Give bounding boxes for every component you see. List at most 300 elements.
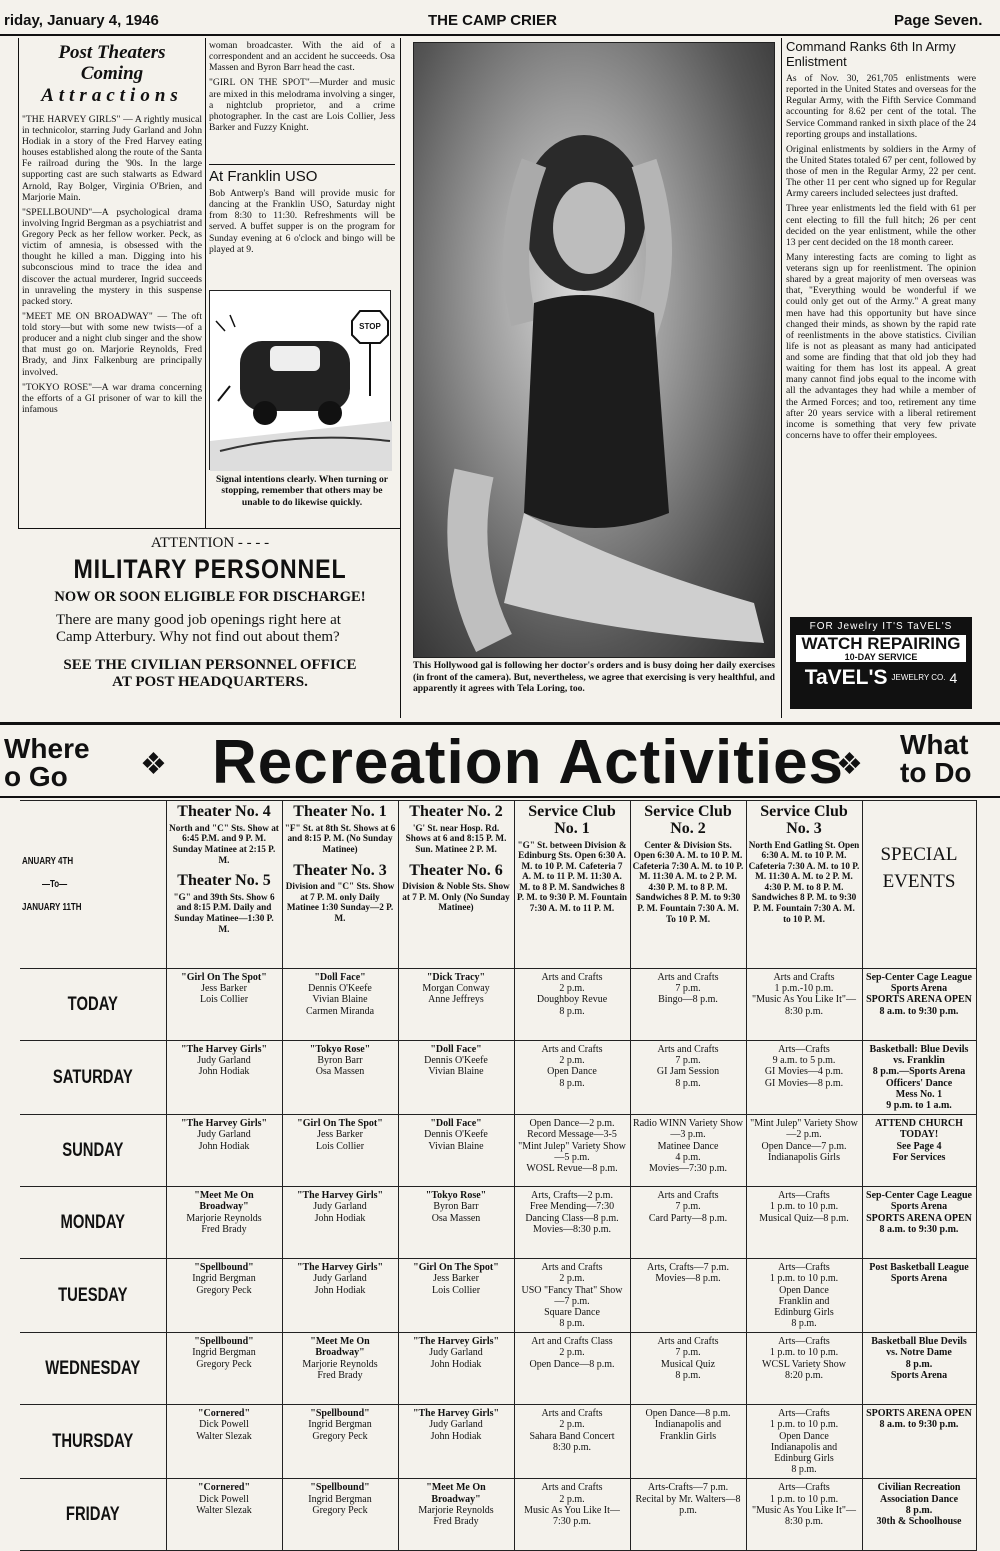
cell-line: Arts and Crafts bbox=[657, 972, 719, 983]
schedule-cell bbox=[514, 1333, 630, 1405]
cell-line: 8 a.m. to 9:30 p.m. bbox=[879, 1005, 959, 1017]
schedule-cell bbox=[862, 1115, 976, 1187]
cell-line: Arts and Crafts bbox=[541, 1482, 603, 1494]
schedule-cell bbox=[166, 969, 282, 1041]
cell-line: Square Dance bbox=[544, 1306, 600, 1318]
schedule-cell bbox=[514, 1115, 630, 1187]
diamond-ornament-left: ❖ bbox=[140, 748, 167, 781]
cell-line: Doughboy Revue bbox=[536, 994, 608, 1006]
stop-sign-text: STOP bbox=[359, 322, 381, 331]
schedule-cell bbox=[166, 1041, 282, 1115]
cell-line: 1 p.m. to 10 p.m. bbox=[769, 1493, 839, 1505]
cell-line: Sports Arena bbox=[890, 1273, 948, 1285]
cell-line: Free Mending—7:30 bbox=[529, 1201, 615, 1213]
date-range-line: JANUARY 11TH bbox=[22, 902, 82, 914]
column-two-body: woman broadcaster. With the aid of a correspondent and an accident he succeeds. Osa Massen and Byron Barr head the cast. "GIRL ON THE SPOT"—Murder and music are mixed in this melodrama involving a singer, a nightclub proprietor, and a crime photographer. In the cast are Lois Collier, Jess Barker and Fuzzy Knight. bbox=[209, 40, 395, 133]
schedule-cell bbox=[166, 1187, 282, 1259]
newspaper-title: THE CAMP CRIER bbox=[428, 12, 557, 29]
venue-hours: Division and "C" Sts. Show at 7 P. M. only Daily Matinee 1:30 Sunday—2 P. M. bbox=[285, 881, 395, 924]
schedule-cell bbox=[282, 1259, 398, 1333]
schedule-cell bbox=[746, 1187, 862, 1259]
cell-line: Arts and Crafts bbox=[657, 1336, 719, 1348]
schedule-cell bbox=[398, 1041, 514, 1115]
diamond-ornament-right: ❖ bbox=[836, 748, 863, 781]
cell-line: "Music As You Like It"—8:30 p.m. bbox=[751, 994, 856, 1017]
schedule-cell bbox=[862, 1405, 976, 1479]
day-label: TODAY bbox=[36, 969, 150, 1041]
cell-line: 8 p.m.—Sports Arena bbox=[872, 1066, 966, 1078]
cell-line: Indianapolis Girls bbox=[768, 1151, 840, 1163]
cell-line: 1 p.m. to 10 p.m. bbox=[769, 1419, 839, 1431]
day-label: THURSDAY bbox=[36, 1405, 150, 1479]
army-headline: Command Ranks 6th In Army Enlistment bbox=[786, 39, 956, 69]
schedule-cell bbox=[166, 1259, 282, 1333]
cell-line: Lois Collier bbox=[315, 1140, 365, 1152]
cell-line: Post Basketball League bbox=[869, 1262, 969, 1274]
schedule-cell bbox=[398, 969, 514, 1041]
venue-title: Service Club No. 3 bbox=[760, 803, 848, 837]
schedule-cell bbox=[746, 969, 862, 1041]
venue-hours: "G" St. between Division & Edinburg Sts. Open 6:30 A. M. to 10 P. M. Cafeteria 7 A. M. to 11 P. M. 11:30 A. M. to 8 P. M. Sandwiches 8 P. M. to 9:30 P. M. Fountain 7:30 A. M. to 11 P. M. bbox=[516, 839, 628, 914]
schedule-cell bbox=[398, 1187, 514, 1259]
cell-line: Sports Arena bbox=[890, 983, 948, 995]
cell-line: Vivian Blaine bbox=[428, 1066, 484, 1078]
cell-line: SPORTS ARENA OPEN bbox=[866, 994, 972, 1006]
cell-line: Arts—Crafts bbox=[778, 1262, 830, 1274]
cell-line: "The Harvey Girls" bbox=[412, 1408, 500, 1420]
cell-line: Lois Collier bbox=[199, 994, 249, 1006]
cell-line: "Spellbound" bbox=[194, 1336, 254, 1348]
cell-line: Osa Massen bbox=[315, 1066, 365, 1078]
cell-line: "The Harvey Girls" bbox=[180, 1118, 268, 1130]
day-label: TUESDAY bbox=[36, 1259, 150, 1333]
cell-line: GI Movies—4 p.m. bbox=[764, 1066, 844, 1078]
cell-line: Mess No. 1 bbox=[895, 1088, 943, 1100]
schedule-cell bbox=[166, 1115, 282, 1187]
schedule-cell bbox=[862, 1333, 976, 1405]
schedule-row-monday bbox=[20, 1187, 976, 1259]
tavels-logo: TaVEL'S JEWELRY CO. 4 bbox=[804, 666, 958, 690]
cell-line: "Doll Face" bbox=[314, 972, 366, 983]
cell-line: SPORTS ARENA OPEN bbox=[866, 1408, 972, 1420]
cell-line: Franklin Girls bbox=[659, 1430, 717, 1442]
cell-line: GI Movies—8 p.m. bbox=[764, 1077, 844, 1089]
venue-header-1 bbox=[166, 801, 282, 969]
cell-line: 8 p.m. bbox=[905, 1504, 933, 1516]
schedule-cell bbox=[514, 1041, 630, 1115]
cell-line: 8 p.m. bbox=[791, 1318, 817, 1330]
schedule-cell bbox=[282, 1333, 398, 1405]
date-range-cell bbox=[20, 801, 166, 969]
cell-line: John Hodiak bbox=[430, 1358, 482, 1370]
cell-line: Anne Jeffreys bbox=[428, 994, 484, 1006]
photo-caption: This Hollywood gal is following her doctor's orders and is busy doing her daily exercises (in front of the camera). But, nevertheless, we agree that exercising is very healthful, and apparently it agrees with Tela Loring, too. bbox=[413, 660, 775, 694]
venue-title: Theater No. 1 bbox=[293, 803, 387, 820]
cell-line: "Girl On The Spot" bbox=[413, 1262, 499, 1274]
cell-line: 4 p.m. bbox=[675, 1151, 701, 1163]
venue-hours: "G" and 39th Sts. Show 6 and 8:15 P.M. Daily and Sunday Matinee—1:30 P. M. bbox=[173, 891, 275, 934]
cell-line: 7 p.m. bbox=[675, 1055, 701, 1067]
venue-hours: "F" St. at 8th St. Shows at 6 and 8:15 P. M. (No Sunday Matinee) bbox=[284, 822, 396, 854]
cell-line: Bingo—8 p.m. bbox=[658, 994, 718, 1006]
post-theaters-headline: Post Theaters Coming Attractions bbox=[41, 42, 183, 106]
cell-line: Gregory Peck bbox=[312, 1504, 368, 1516]
cell-line: Arts—Crafts bbox=[778, 1408, 830, 1420]
schedule-cell bbox=[282, 969, 398, 1041]
cell-line: Marjorie Reynolds bbox=[302, 1358, 378, 1370]
cell-line: 8 p.m. bbox=[559, 1077, 585, 1089]
schedule-cell bbox=[862, 969, 976, 1041]
cell-line: Officers' Dance bbox=[885, 1077, 953, 1089]
cell-line: See Page 4 bbox=[896, 1140, 942, 1152]
schedule-cell bbox=[746, 1041, 862, 1115]
schedule-cell bbox=[282, 1405, 398, 1479]
cell-line: "The Harvey Girls" bbox=[296, 1190, 384, 1202]
cell-line: Basketball Blue Devils vs. Notre Dame bbox=[871, 1336, 967, 1359]
schedule-cell bbox=[746, 1259, 862, 1333]
cell-line: Fred Brady bbox=[317, 1369, 363, 1381]
schedule-cell bbox=[746, 1333, 862, 1405]
day-label: FRIDAY bbox=[36, 1479, 150, 1551]
cell-line: Record Message—3-5 bbox=[527, 1129, 617, 1141]
cell-line: Judy Garland bbox=[197, 1129, 251, 1141]
date-range-line: ANUARY 4TH bbox=[22, 855, 74, 867]
cell-line: "The Harvey Girls" bbox=[296, 1262, 384, 1274]
date-range-line: —To— bbox=[42, 878, 68, 890]
schedule-cell bbox=[398, 1259, 514, 1333]
cell-line: "Cornered" bbox=[197, 1408, 251, 1420]
day-label: WEDNESDAY bbox=[36, 1333, 150, 1405]
cell-line: John Hodiak bbox=[314, 1284, 366, 1296]
cell-line: Edinburg Girls bbox=[774, 1453, 834, 1464]
cell-line: John Hodiak bbox=[430, 1430, 482, 1442]
post-theaters-body: "THE HARVEY GIRLS" — A rightly musical in technicolor, starring Judy Garland and John Hodiak in a story of the Fred Harvey eating houses established along the route of the Santa Fe railroad during the '90s. In the large supporting cast are such stalwarts as Edward Arnold, Ray Bolger, Virginia O'Brien, and Marjorie Main. "SPELLBOUND"—A psychological drama involving Ingrid Bergman as a psychiatrist and Gregory Peck as her fellow worker. Peck, as victim of amnesia, is obsessed with the thought he killed a man. Digging into his subconscious mind to trace the idea and discover the actual murderer, Ingrid succeeds in unraveling the mystery in this suspense packed story. "MEET ME ON BROADWAY" — The oft told story—but with some new twists—of a producer and a night club singer and the show that must go on. Marjorie Reynolds, Fred Brady, and Jinx Falkenburg are principally involved. "TOKYO ROSE"—A war drama concerning the efforts of a GI prisoner of war to kill the infamous bbox=[22, 113, 202, 415]
cell-line: "The Harvey Girls" bbox=[412, 1336, 500, 1348]
cell-line: Sports Arena bbox=[890, 1369, 948, 1381]
cell-line: Byron Barr bbox=[317, 1055, 363, 1067]
cell-line: "Spellbound" bbox=[194, 1262, 254, 1274]
pinup-photo bbox=[413, 42, 775, 658]
eligibility-line: NOW OR SOON ELIGIBLE FOR DISCHARGE! bbox=[54, 589, 366, 605]
schedule-cell bbox=[166, 1333, 282, 1405]
cell-line: "Mint Julep" Variety Show—2 p.m. bbox=[750, 1118, 858, 1141]
cell-line: 9 a.m. to 5 p.m. bbox=[772, 1055, 836, 1067]
cell-line: 2 p.m. bbox=[559, 1493, 585, 1505]
cartoon-drawing bbox=[210, 291, 392, 471]
schedule-row-wednesday bbox=[20, 1333, 976, 1405]
cell-line: "The Harvey Girls" bbox=[180, 1044, 268, 1055]
cell-line: Open Dance bbox=[779, 1284, 829, 1296]
day-label: SATURDAY bbox=[36, 1041, 150, 1115]
tavels-ad bbox=[790, 617, 972, 709]
cell-line: 2 p.m. bbox=[559, 1055, 585, 1067]
schedule-cell bbox=[282, 1479, 398, 1551]
schedule-cell bbox=[166, 1405, 282, 1479]
cell-line: "Spellbound" bbox=[310, 1482, 370, 1494]
cell-line: Dennis O'Keefe bbox=[424, 1055, 488, 1067]
cell-line: Jess Barker bbox=[433, 1273, 479, 1285]
cell-line: "Dick Tracy" bbox=[426, 972, 486, 983]
cell-line: Edinburg Girls bbox=[774, 1306, 834, 1318]
cell-line: Arts and Crafts bbox=[657, 1190, 719, 1202]
cell-line: Ingrid Bergman bbox=[192, 1273, 256, 1285]
cell-line: 1 p.m. to 10 p.m. bbox=[769, 1273, 839, 1285]
cell-line: Sports Arena bbox=[890, 1201, 948, 1213]
schedule-cell bbox=[514, 1259, 630, 1333]
column-two bbox=[209, 40, 395, 508]
issue-date: riday, January 4, 1946 bbox=[4, 12, 159, 29]
cell-line: Byron Barr bbox=[433, 1201, 479, 1213]
cell-line: "Girl On The Spot" bbox=[181, 972, 267, 983]
job-openings-text: There are many good job openings right here at Camp Atterbury. Why not find out about them? bbox=[56, 612, 341, 646]
venue-hours: Division & Noble Sts. Show at 7 P. M. Only (No Sunday Matinee) bbox=[402, 881, 510, 913]
cell-line: John Hodiak bbox=[314, 1212, 366, 1224]
cell-line: Arts and Crafts bbox=[657, 1044, 719, 1055]
cell-line: Recital by Mr. Walters—8 p.m. bbox=[635, 1493, 741, 1516]
cell-line: 1 p.m.-10 p.m. bbox=[774, 983, 834, 995]
cell-line: "Cornered" bbox=[197, 1482, 251, 1494]
cell-line: USO "Fancy That" Show—7 p.m. bbox=[521, 1284, 623, 1307]
schedule-row-friday bbox=[20, 1479, 976, 1551]
cell-line: Marjorie Reynolds bbox=[418, 1504, 494, 1516]
photo-figure bbox=[414, 43, 775, 658]
cell-line: 9 p.m. to 1 a.m. bbox=[886, 1099, 952, 1111]
cell-line: "Girl On The Spot" bbox=[297, 1118, 383, 1130]
cell-line: Gregory Peck bbox=[196, 1358, 252, 1370]
cell-line: Open Dance—8 p.m. bbox=[529, 1358, 615, 1370]
army-enlistment-article bbox=[786, 40, 976, 621]
recreation-title: Recreation Activities bbox=[212, 728, 845, 797]
schedule-cell bbox=[630, 1115, 746, 1187]
masthead bbox=[0, 0, 1000, 36]
cell-line: Dennis O'Keefe bbox=[308, 983, 372, 995]
schedule-cell bbox=[166, 1479, 282, 1551]
cell-line: Sep-Center Cage League bbox=[866, 1190, 972, 1202]
cell-line: Card Party—8 p.m. bbox=[648, 1212, 728, 1224]
cell-line: Open Dance—8 p.m. bbox=[645, 1408, 731, 1420]
schedule-cell bbox=[514, 969, 630, 1041]
venue-title: Theater No. 6 bbox=[409, 861, 503, 879]
schedule-cell bbox=[514, 1479, 630, 1551]
civilian-office-line: SEE THE CIVILIAN PERSONNEL OFFICE bbox=[63, 656, 357, 673]
schedule-cell bbox=[630, 1259, 746, 1333]
cell-line: Movies—8 p.m. bbox=[655, 1273, 721, 1285]
cell-line: Open Dance bbox=[779, 1430, 829, 1442]
cell-line: Judy Garland bbox=[313, 1273, 367, 1285]
schedule-cell bbox=[282, 1187, 398, 1259]
venue-hours: 'G' St. near Hosp. Rd. Shows at 6 and 8:15 P. M. Sun. Matinee 2 P. M. bbox=[405, 822, 507, 854]
tavels-tagline: FOR Jewelry IT'S TaVEL'S bbox=[809, 621, 953, 632]
schedule-row-thursday bbox=[20, 1405, 976, 1479]
cell-line: Arts—Crafts bbox=[778, 1336, 830, 1348]
cell-line: Open Dance—2 p.m. bbox=[529, 1118, 615, 1130]
venue-header-2 bbox=[282, 801, 398, 969]
cell-line: Marjorie Reynolds bbox=[186, 1212, 262, 1224]
cell-line: Arts and Crafts bbox=[541, 972, 603, 983]
schedule-cell bbox=[746, 1479, 862, 1551]
schedule-cell bbox=[630, 1041, 746, 1115]
cell-line: Matinee Dance bbox=[657, 1140, 719, 1152]
cell-line: Art and Crafts Class bbox=[531, 1336, 613, 1348]
cell-line: Open Dance bbox=[547, 1066, 597, 1078]
schedule-cell bbox=[282, 1041, 398, 1115]
cell-line: Franklin and bbox=[778, 1295, 830, 1307]
cell-line: Judy Garland bbox=[429, 1419, 483, 1431]
cell-line: Carmen Miranda bbox=[305, 1005, 375, 1017]
schedule-cell bbox=[630, 1405, 746, 1479]
where-to-go: Where o Go bbox=[4, 733, 90, 792]
cell-line: Fred Brady bbox=[433, 1515, 479, 1527]
cell-line: "Mint Julep" Variety Show—5 p.m. bbox=[518, 1140, 626, 1163]
schedule-cell bbox=[862, 1041, 976, 1115]
schedule-cell bbox=[746, 1115, 862, 1187]
cell-line: Movies—7:30 p.m. bbox=[648, 1162, 728, 1174]
venue-header-3 bbox=[398, 801, 514, 969]
cell-line: 8 a.m. to 9:30 p.m. bbox=[879, 1223, 959, 1235]
schedule-cell bbox=[630, 1479, 746, 1551]
schedule-cell bbox=[398, 1479, 514, 1551]
cell-line: Sahara Band Concert bbox=[529, 1430, 615, 1442]
schedule-cell bbox=[862, 1259, 976, 1333]
venue-title: Theater No. 4 bbox=[177, 803, 271, 820]
cell-line: 2 p.m. bbox=[559, 1273, 585, 1285]
cell-line: Movies—8:30 p.m. bbox=[532, 1223, 612, 1235]
cell-line: 8 p.m. bbox=[559, 1318, 585, 1330]
cell-line: For Services bbox=[892, 1151, 946, 1163]
cell-line: Dancing Class—8 p.m. bbox=[525, 1212, 619, 1224]
cell-line: 30th & Schoolhouse bbox=[876, 1515, 962, 1527]
cell-line: John Hodiak bbox=[198, 1066, 250, 1078]
schedule-row-saturday bbox=[20, 1041, 976, 1115]
cell-line: 8 p.m. bbox=[559, 1005, 585, 1017]
cell-line: Ingrid Bergman bbox=[308, 1493, 372, 1505]
cell-line: Arts and Crafts bbox=[541, 1262, 603, 1274]
cell-line: 1 p.m. to 10 p.m. bbox=[769, 1347, 839, 1359]
cell-line: 1 p.m. to 10 p.m. bbox=[769, 1201, 839, 1213]
cell-line: 7 p.m. bbox=[675, 983, 701, 995]
cell-line: Dennis O'Keefe bbox=[424, 1129, 488, 1141]
cell-line: Ingrid Bergman bbox=[308, 1419, 372, 1431]
cell-line: Open Dance—7 p.m. bbox=[761, 1140, 847, 1152]
venue-hours: North and "C" Sts. Show at 6:45 P.M. and 9 P. M. Sunday Matinee at 2:15 P. M. bbox=[169, 822, 279, 865]
recreation-banner bbox=[0, 722, 1000, 798]
venue-title: Theater No. 2 bbox=[409, 803, 503, 820]
cell-line: SPORTS ARENA OPEN bbox=[866, 1212, 972, 1224]
schedule-row-today bbox=[20, 969, 976, 1041]
cell-line: Music As You Like It—7:30 p.m. bbox=[524, 1504, 620, 1527]
attention-ad bbox=[20, 535, 400, 691]
cell-line: Musical Quiz bbox=[660, 1358, 716, 1370]
cell-line: "Meet Me On Broadway" bbox=[310, 1336, 370, 1359]
cartoon-caption: Signal intentions clearly. When turning or stopping, remember that others may be unable to do likewise quickly. bbox=[216, 474, 388, 508]
cell-line: Judy Garland bbox=[197, 1055, 251, 1067]
cell-line: Judy Garland bbox=[313, 1201, 367, 1213]
venue-title: SPECIAL EVENTS bbox=[880, 844, 958, 892]
cell-line: "Doll Face" bbox=[430, 1118, 482, 1130]
venue-title: Theater No. 5 bbox=[177, 872, 271, 890]
attention-line: ATTENTION - - - - bbox=[150, 535, 270, 551]
day-label: SUNDAY bbox=[36, 1115, 150, 1187]
cell-line: Sep-Center Cage League bbox=[866, 972, 972, 983]
what-to-do: What to Do bbox=[900, 729, 972, 788]
cell-line: "Tokyo Rose" bbox=[425, 1190, 487, 1202]
cell-line: Indianapolis and bbox=[654, 1419, 722, 1431]
uso-headline: At Franklin USO bbox=[209, 168, 318, 185]
cell-line: Dick Powell bbox=[199, 1419, 249, 1431]
cell-line: Arts and Crafts bbox=[541, 1408, 603, 1420]
cell-line: Musical Quiz—8 p.m. bbox=[759, 1212, 849, 1224]
cell-line: Jess Barker bbox=[201, 983, 247, 995]
cell-line: Arts—Crafts bbox=[778, 1044, 830, 1055]
cell-line: 7 p.m. bbox=[675, 1347, 701, 1359]
schedule-header-row bbox=[20, 801, 976, 969]
venue-header-6 bbox=[746, 801, 862, 969]
cell-line: Lois Collier bbox=[431, 1284, 481, 1296]
cell-line: WCSL Variety Show bbox=[762, 1358, 846, 1370]
day-label: MONDAY bbox=[36, 1187, 150, 1259]
schedule-cell bbox=[282, 1115, 398, 1187]
cell-line: Arts, Crafts—7 p.m. bbox=[647, 1262, 729, 1274]
cell-line: ATTEND CHURCH TODAY! bbox=[875, 1118, 963, 1141]
uso-body: Bob Antwerp's Band will provide music for dancing at the Franklin USO, Saturday night from 8:30 to 11:30. Refreshments will be served. A buffet supper is on the program for Sunday evening at 6 o'clock and bingo will be played at 9. bbox=[209, 188, 395, 255]
cell-line: Vivian Blaine bbox=[312, 994, 368, 1006]
venue-header-5 bbox=[630, 801, 746, 969]
cell-line: 2 p.m. bbox=[559, 983, 585, 995]
cell-line: Arts and Crafts bbox=[541, 1044, 603, 1055]
cell-line: Indianapolis and bbox=[770, 1441, 838, 1453]
cell-line: 2 p.m. bbox=[559, 1347, 585, 1359]
cell-line: Civilian Recreation Association Dance bbox=[877, 1482, 961, 1505]
cell-line: Osa Massen bbox=[431, 1212, 481, 1224]
schedule-cell bbox=[398, 1333, 514, 1405]
schedule-cell bbox=[514, 1405, 630, 1479]
cell-line: 8 p.m. bbox=[675, 1077, 701, 1089]
cell-line: 8 p.m. bbox=[905, 1358, 933, 1370]
cell-line: Gregory Peck bbox=[312, 1430, 368, 1442]
cell-line: GI Jam Session bbox=[656, 1066, 720, 1078]
venue-title: Service Club No. 2 bbox=[644, 803, 732, 837]
cell-line: Gregory Peck bbox=[196, 1284, 252, 1296]
post-theaters-article bbox=[22, 42, 202, 530]
schedule-cell bbox=[630, 1333, 746, 1405]
venue-hours: Center & Division Sts. Open 6:30 A. M. to 10 P. M. Cafeteria 7:30 A. M. to 10 P. M. 11:30 A. M. to 2 P. M. 4:30 P. M. to 8 P. M. Sandwiches 8 P. M. to 9:30 P. M. Fountain 7:30 A. M. To 10 P. M. bbox=[632, 839, 744, 924]
schedule-cell bbox=[398, 1405, 514, 1479]
cell-line: 8:20 p.m. bbox=[784, 1369, 824, 1381]
schedule-cell bbox=[746, 1405, 862, 1479]
watch-repairing: WATCH REPAIRING 10-DAY SERVICE bbox=[796, 635, 966, 662]
cell-line: 2 p.m. bbox=[559, 1419, 585, 1431]
schedule-cell bbox=[630, 969, 746, 1041]
cell-line: "Music As You Like It"—8:30 p.m. bbox=[751, 1504, 856, 1527]
cell-line: "Tokyo Rose" bbox=[309, 1044, 371, 1055]
cell-line: John Hodiak bbox=[198, 1140, 250, 1152]
cell-line: Basketball: Blue Devils vs. Franklin bbox=[869, 1044, 969, 1067]
cell-line: Arts—Crafts bbox=[778, 1482, 830, 1494]
cell-line: Arts-Crafts—7 p.m. bbox=[647, 1482, 729, 1494]
cell-line: "Meet Me On Broadway" bbox=[426, 1482, 486, 1505]
army-body: As of Nov. 30, 261,705 enlistments were reported in the United States and overseas for the Regular Army, with the Fifth Service Command accounting for 8.62 per cent of the total. The Service Command ranked in sixth place of the 24 reporting groups and installations. Original enlistments by soldiers in the Army of the United States totaled 67 per cent, followed by those of men in the Regular Army, 22 per cent. The other 11 per cent who signed up for Regular Army careers included selectees just drafted. Three year enlistments led the field with 61 per cent electing to fill the full hitch; 26 per cent decided on the year enlistment, while the other 13 per cent decided on the 18 month career. Many interesting facts are coming to light as veterans sign up for reenlistment. The opinion shared by a great majority of men overseas was that, "Everything would be wonderful if we could only get out of the Army." A great many men have had this opportunity but have since changed their minds, as shown by the rapid rate of reenlistments in the above statistics. Civilian life is not as pleasant as many had anticipated and some are finding that that old job they had waiting for them has lost its appeal. A great many cannot find jobs equal to the income with all the advantages they had while a member of the Armed Forces; and too, retirement any time after 20 years service with a liberal retirement income is something that very few private concerns have to offer their employees. bbox=[786, 73, 976, 441]
page-number: Page Seven. bbox=[894, 12, 983, 29]
venue-hours: North End Gatling St. Open 6:30 A. M. to 10 P. M. Cafeteria 7:30 A. M. to 10 P. M. 11:30 A. M. to 2 P. M. 4:30 P. M. to 8 P. M. Sandwiches 8 P. M. to 9:30 P. M. Fountain 7:30 A. M. to 10 P. M. bbox=[748, 839, 860, 924]
cell-line: Vivian Blaine bbox=[428, 1140, 484, 1152]
cell-line: 8 a.m. to 9:30 p.m. bbox=[879, 1419, 959, 1431]
venue-title: Theater No. 3 bbox=[293, 861, 387, 879]
cell-line: "Meet Me On Broadway" bbox=[194, 1190, 254, 1213]
cell-line: Walter Slezak bbox=[196, 1430, 252, 1442]
cell-line: Ingrid Bergman bbox=[192, 1347, 256, 1359]
headquarters-line: AT POST HEADQUARTERS. bbox=[112, 673, 308, 690]
cell-line: "Spellbound" bbox=[310, 1408, 370, 1420]
